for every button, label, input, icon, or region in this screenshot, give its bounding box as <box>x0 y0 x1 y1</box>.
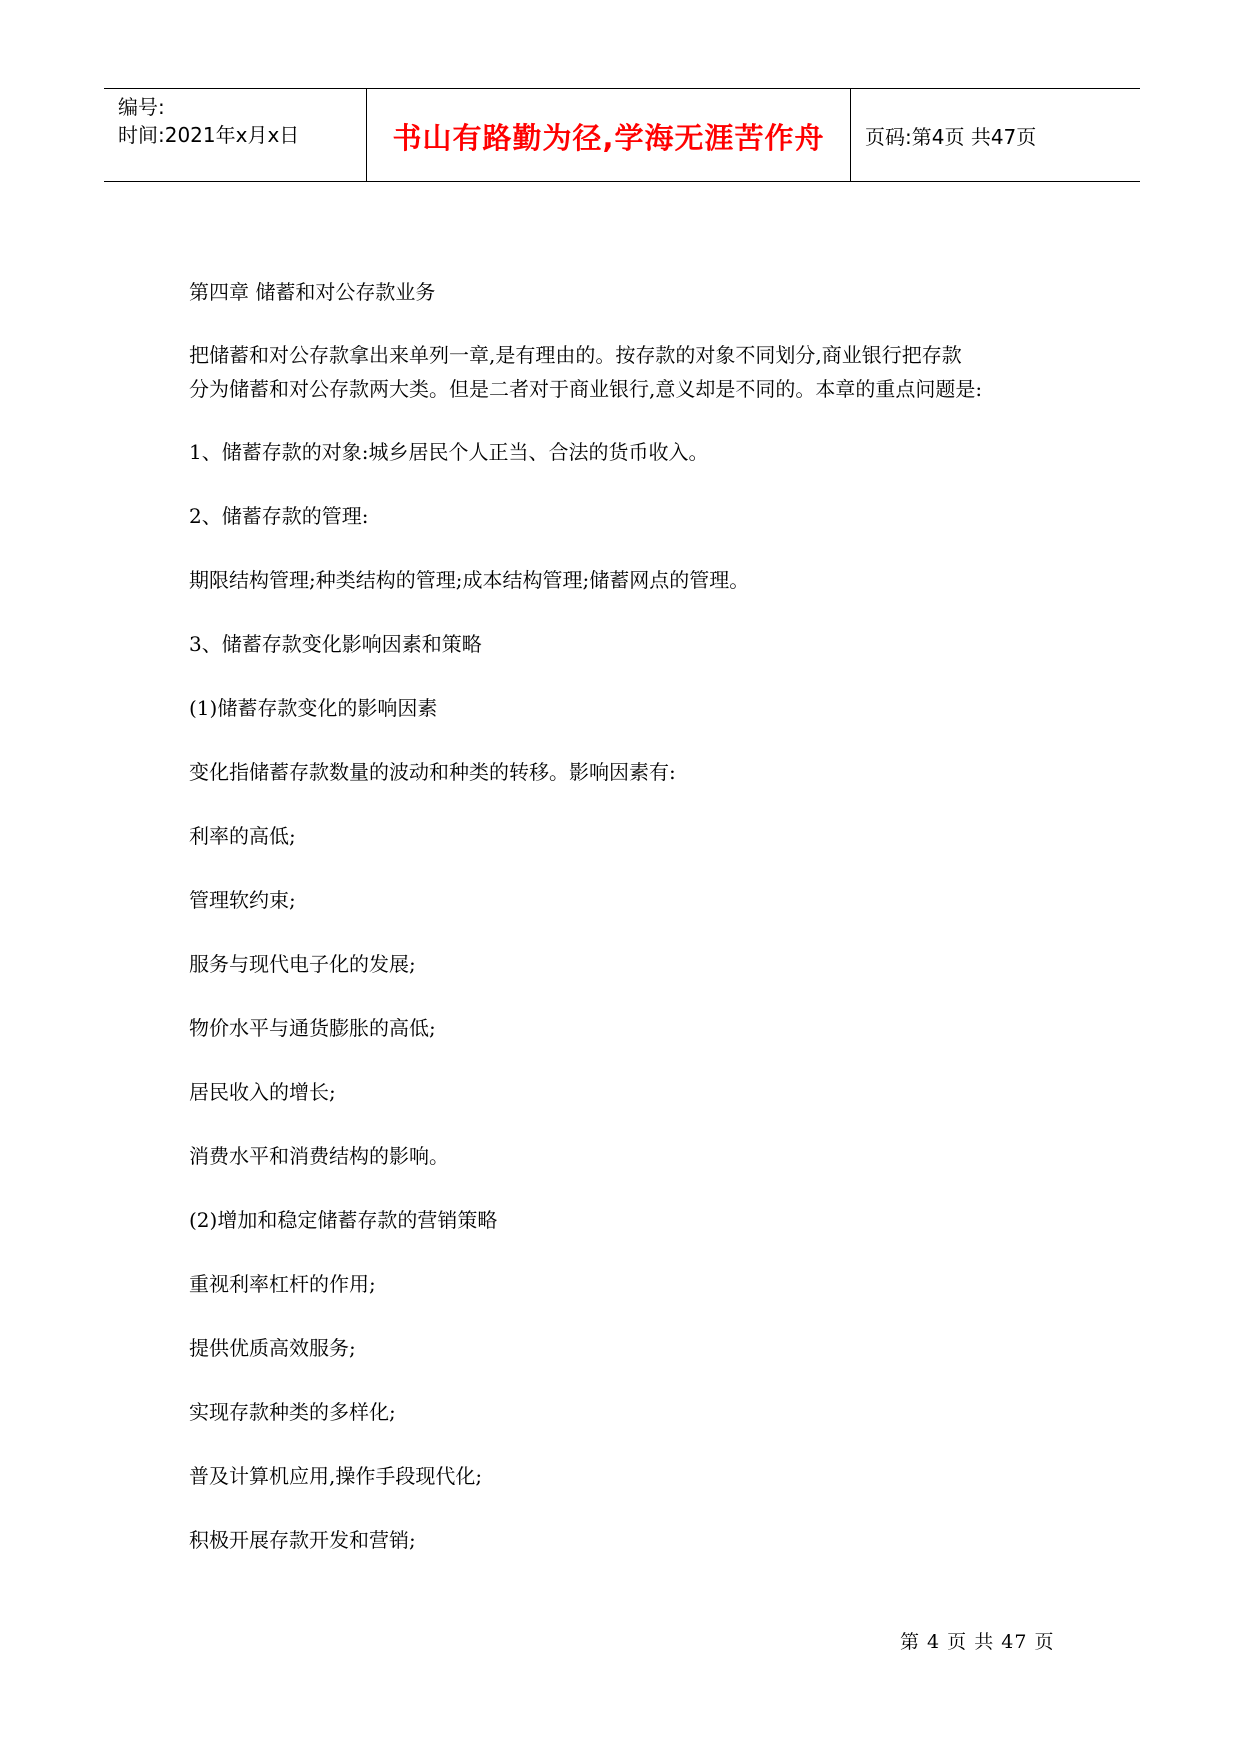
header-motto-cell <box>367 89 851 181</box>
header-motto: 书山有路勤为径,学海无涯苦作舟 <box>392 120 825 155</box>
intro-paragraph-line-1: 把储蓄和对公存款拿出来单列一章,是有理由的。按存款的对象不同划分,商业银行把存款 <box>189 343 962 367</box>
page-footer-number: 第 4 页 共 47 页 <box>900 1631 1055 1653</box>
intro-paragraph-line-2: 分为储蓄和对公存款两大类。但是二者对于商业银行,意义却是不同的。本章的重点问题是: <box>189 377 983 401</box>
factor-item: 利率的高低; <box>189 824 296 848</box>
subsection-1-title: (1)储蓄存款变化的影响因素 <box>189 696 438 720</box>
strategy-item: 实现存款种类的多样化; <box>189 1400 396 1424</box>
item-3: 3、储蓄存款变化影响因素和策略 <box>189 632 482 656</box>
document-number-label: 编号: <box>118 95 165 119</box>
item-1: 1、储蓄存款的对象:城乡居民个人正当、合法的货币收入。 <box>189 440 709 464</box>
factor-item: 管理软约束; <box>189 888 296 912</box>
page-header <box>104 88 1140 182</box>
chapter-title: 第四章 储蓄和对公存款业务 <box>189 280 436 304</box>
subsection-2-title: (2)增加和稳定储蓄存款的营销策略 <box>189 1208 498 1232</box>
factor-item: 居民收入的增长; <box>189 1080 336 1104</box>
subsection-1-intro: 变化指储蓄存款数量的波动和种类的转移。影响因素有: <box>189 760 676 784</box>
strategy-item: 积极开展存款开发和营销; <box>189 1528 416 1552</box>
factor-item: 服务与现代电子化的发展; <box>189 952 416 976</box>
header-page-info: 页码:第4页 共47页 <box>865 124 1037 149</box>
factor-item: 消费水平和消费结构的影响。 <box>189 1144 449 1168</box>
document-time-label: 时间:2021年x月x日 <box>118 123 300 147</box>
strategy-item: 重视利率杠杆的作用; <box>189 1272 376 1296</box>
header-meta <box>104 89 367 181</box>
factor-item: 物价水平与通货膨胀的高低; <box>189 1016 436 1040</box>
strategy-item: 提供优质高效服务; <box>189 1336 356 1360</box>
item-2: 2、储蓄存款的管理: <box>189 504 369 528</box>
item-2-detail: 期限结构管理;种类结构的管理;成本结构管理;储蓄网点的管理。 <box>189 568 750 592</box>
strategy-item: 普及计算机应用,操作手段现代化; <box>189 1464 483 1488</box>
